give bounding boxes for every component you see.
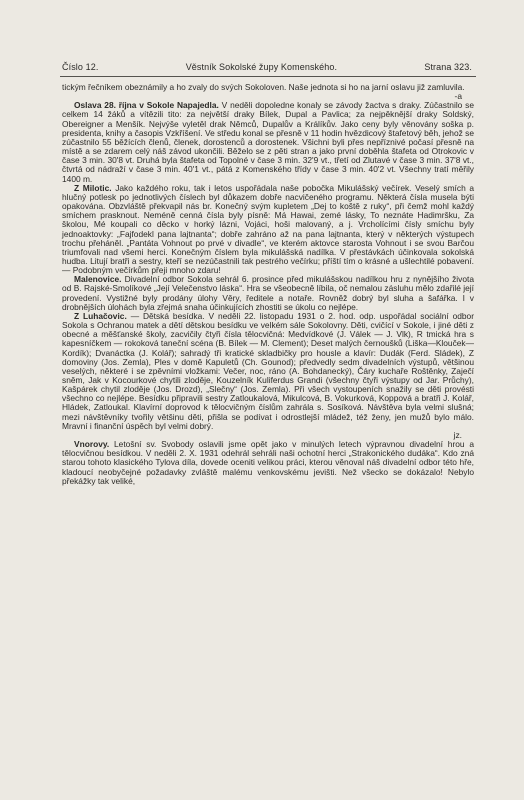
report-luhacovice [62,312,474,440]
report-napajedla [62,101,474,183]
header-rule [60,76,476,77]
report-text: Divadelní odbor Sokola sehrál 6. prosince před mikulášskou nadílkou hru z nynějšího života od B. Rajské-Smolíkové „Její Velečenstvo láska“. Hra se všeobecně líbila, oč nemalou zásluhu mělo zdařilé její provedení. Vystižné byly prodány úlohy Věry, ředitele a notaře. Rovněž dobrý byl sluha a šafářka. I v drobnějších úlohách byla zřejmá snaha účinkujících zhostiti se úkolu co nejlépe. [62,274,474,312]
paragraph-text: tickým řečníkem obeznámily a ho zvaly do svých Sokoloven. Naše jednota si ho na jarní oslavu již zamluvila. [62,82,465,92]
report-heading: Oslava 28. října v Sokole Napajedla. [74,100,219,111]
paragraph-continuation [62,83,474,101]
issue-number: Číslo 12. [62,62,99,72]
report-heading: Malenovice. [74,274,122,285]
article-body [62,83,474,486]
report-heading: Vnorovy. [74,439,110,450]
report-text: Letošní sv. Svobody oslavili jsme opět jako v minulých letech výpravnou divadelní hrou a tělocvičnou besídkou. V neděli 2. X. 1931 odehrál sehráli naši ochotní herci „Strakonického dudáka“. Kdo zná starou tohoto klasického Tylova díla, dovede oceniti velikou práci, kterou věnoval náš divadelní odbor této hře, kladoucí neobyčejné požadavky zvláště malému venkovskému jevišti. Než všecko se dokázalo! Nebylo překážky tak veliké, [62,439,475,486]
report-vnorovy [62,440,474,486]
page-number: Strana 323. [424,62,472,72]
running-header [62,62,472,72]
report-heading: Z Milotic. [74,182,112,193]
report-text: Jako každého roku, tak i letos uspořádala naše pobočka Mikulášský večírek. Veselý smích a hlučný potlesk po jednotlivých číslech byl důkazem dobře nacvičeného programu. Některá čísla musela býti opakována. Obzvláště překvapil nás br. Konečný svým kupletem „Dej to koště z ruky“, při čemž mohl každý smíchem prasknout. Neméně cenná čísla byly písně: Má Hawai, zemé lásky, To neznáte Hadimršku, Za školou, Mé koupali co děcko v horký lázni, Vojáci, hoši malovaný, a j. Vrcholícími čísly smíchu byly jednoaktovky: „Fajfodekl pana lajtnanta“; dobře zahráno až na pana lajtnanta, který v některých výstupech trochu přeháněl. „Pantáta Vohnout po prvé v divadle“, ve kterém aktovce starosta Vohnout i se svou Barčou triumfovali nad všemi herci. Konečným číslem byla mikulášská nadílka. V přestávkách účinkovala sokolská hudba. Litují bratři a sestry, kteří se nezúčastnili tak pestrého večírku; příští tím o krásné a ušlechtilé pobavení. — Podobným večírkům přeji mnoho zdaru! [62,182,474,276]
report-text: V neděli dopoledne konaly se závody žactva s draky. Zúčastnilo se celkem 14 žáků a vítězili tito: za největší draky Bílek, Dupal a Pavlica; za nejpěknější draky Soldský, Obereigner a Menšík. Nejvýše vyletěl drak Němců, Dupalův a Králíkův. Jako ceny byly věnovány soška p. presidenta, knihy a časopis Vzkříšení. Ve středu konal se přesně v 11 hodin hvězdicový štafetový běh, jehož se zúčastnilo 55 běžících členů, členek, dorostenců a dorostenek. Všichni byli přes nepříznivé počasí přesně na místě a se zdarem celý náš závod ukončili. Běželo se z pěti stran a jako první doběhla štafeta od Otrokovic v čase 3 min. 30'8 vt. Druhá byla štafeta od Topolné v čase 3 min. 32'9 vt., třetí od Zlutavé v čase 3 min. 37'8 vt., čtvrtá od nádraží v čase 3 min. 40'1 vt., pátá z Komenského třídy v čase 3 min. 40'2 vt. Všechny tratí měřily 1400 m. [62,100,474,184]
report-malenovice [62,275,474,312]
author-signature: jz. [453,429,462,440]
report-milotice [62,184,474,276]
report-heading: Z Luhačovic. [74,310,127,321]
author-signature: -a [454,91,462,102]
report-text: — Dětská besídka. V neděli 22. listopadu 1931 o 2. hod. odp. uspořádal sociální odbor Sokola s Ochranou matek a dětí dětskou besídku ve velkém sále Sokolovny. Děti, cvičící v Sokole, i jiné děti z obecné a měšťanské školy, zacvičily čtyři čísla tělocvičná: Medvídkové (J. Válek — J. Vlk), R tmická hra s kapesníčkem — rokoková taneční scéna (B. Bílek — M. Clement); Deset malých černoušků (Liška—Klouček—Kordík); Dvanáctka (J. Kolář); sahradý tři kratické skladbičky pro housle a klavír: Dudák (Ferd. Sládek), Z domoviny (Jos. Zemla), Ples v domě Kapuletů (Ch. Gounod); předvedly sedm divadelních výstupů, většinou veselých, některé i se zpěvními vložkami: Večer, noc, ráno (A. Bohdanecký), Čáry kuchaře Roštěnky, Zaječí sněm, Jak v Kocourkové chytili zloděje, Kouzelník Kuliferdus Grandi (všechny čtyři výstupy od Jar. Průchy), Kašpárek chytil zloděje (Jos. Drozd), „Slečny“ (Jos. Zemla). Při všech vystoupeních snažily se děti provésti všechno co nejlépe. Besídku připravili sestry Zatloukalová, Mikulcová, B. Vokurková, Koppová a bratři J. Kolář, Hládek, Zatloukal. Klavírní doprovod k tělocvičným číslům zahrála s. Sosíková. Návštěva byla velmi slušná; mezi návštěvníky tvořily většinu děti, přišla se podívat i odrostlejší mládež, též ženy, jen mužů bylo málo. Mravní i finanční úspěch byl velmi dobrý. [62,310,474,431]
journal-title: Věstník Sokolské župy Komenského. [185,62,338,72]
